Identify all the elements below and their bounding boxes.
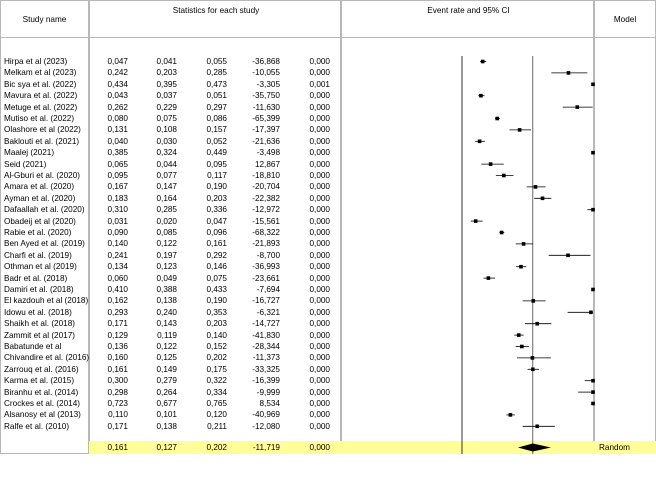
study-p-value: 0,000: [309, 228, 330, 237]
study-name[interactable]: Alsanosy et al (2013): [4, 410, 81, 420]
study-p-value: 0,000: [309, 285, 330, 294]
study-z-value: -6,321: [256, 307, 280, 317]
study-ll-value: 0,285: [156, 205, 177, 215]
study-p-value: 0,000: [309, 273, 330, 283]
point-estimate-marker: [518, 128, 522, 132]
study-ul-value: 0,202: [206, 353, 227, 363]
point-estimate-marker: [535, 322, 539, 326]
study-name[interactable]: Bic sya et al. (2022): [4, 79, 77, 89]
study-p-value: 0,000: [309, 136, 330, 146]
study-ul-value: 0,161: [206, 239, 227, 249]
study-er-value: 0,171: [107, 421, 128, 431]
study-ll-value: 0,149: [156, 364, 177, 374]
header-model-label: Model: [613, 14, 637, 24]
study-z-value: -28,344: [252, 342, 280, 351]
study-ul-value: 0,120: [206, 410, 227, 420]
point-estimate-marker: [531, 368, 535, 372]
study-ul-value: 0,449: [206, 148, 227, 158]
study-p-value: 0,000: [309, 376, 330, 386]
study-er-value: 0,095: [107, 171, 128, 180]
summary-er-value: 0,161: [107, 443, 128, 452]
study-ll-value: 0,037: [156, 91, 177, 101]
study-er-value: 0,161: [107, 364, 128, 374]
study-name[interactable]: Obadeij et al (2020): [4, 216, 76, 226]
study-ll-value: 0,049: [156, 273, 177, 283]
study-z-value: -3,305: [256, 79, 280, 89]
study-z-value: 8,534: [259, 399, 280, 408]
point-estimate-marker: [489, 162, 493, 166]
study-er-value: 0,090: [107, 228, 128, 237]
study-p-value: 0,000: [309, 114, 330, 123]
study-p-value: 0,000: [309, 307, 330, 317]
study-er-value: 0,262: [107, 102, 128, 112]
study-ul-value: 0,047: [206, 216, 227, 226]
study-p-value: 0,000: [309, 125, 330, 135]
study-p-value: 0,000: [309, 91, 330, 101]
study-z-value: -20,704: [252, 182, 280, 192]
study-z-value: -65,399: [252, 114, 280, 123]
study-er-value: 0,298: [107, 387, 128, 397]
study-p-value: 0,000: [309, 364, 330, 374]
study-z-value: -3,498: [256, 148, 280, 158]
study-z-value: -16,727: [252, 296, 280, 306]
study-ll-value: 0,324: [156, 148, 177, 158]
point-estimate-marker: [478, 140, 482, 144]
study-ll-value: 0,122: [156, 239, 177, 249]
study-name[interactable]: Metuge et al. (2022): [4, 102, 78, 112]
study-z-value: 12,867: [254, 159, 280, 169]
study-er-value: 0,131: [107, 125, 128, 135]
point-estimate-marker: [517, 333, 521, 337]
point-estimate-marker: [591, 402, 595, 406]
study-er-value: 0,140: [107, 239, 128, 249]
study-z-value: -33,325: [252, 364, 280, 374]
study-ul-value: 0,211: [207, 421, 227, 431]
study-er-value: 0,065: [107, 159, 128, 169]
header-study-name-label: Study name: [22, 14, 67, 24]
study-name[interactable]: Shaikh et al. (2018): [4, 319, 76, 329]
study-ul-value: 0,292: [206, 250, 227, 260]
study-name[interactable]: Crockes et al. (2014): [4, 399, 80, 408]
study-ll-value: 0,119: [157, 330, 177, 340]
point-estimate-marker: [500, 231, 504, 235]
summary-z-value: -11,719: [252, 443, 280, 452]
study-ll-value: 0,388: [156, 285, 177, 294]
study-ul-value: 0,095: [206, 159, 227, 169]
study-ll-value: 0,122: [156, 342, 177, 351]
study-ul-value: 0,334: [206, 387, 227, 397]
study-z-value: -21,636: [252, 136, 280, 146]
study-z-value: -41,830: [252, 330, 280, 340]
study-ll-value: 0,138: [156, 421, 177, 431]
point-estimate-marker: [509, 413, 513, 417]
study-ll-value: 0,138: [156, 296, 177, 306]
study-ul-value: 0,285: [206, 68, 227, 78]
study-ll-value: 0,044: [156, 159, 177, 169]
study-ul-value: 0,051: [206, 91, 227, 101]
study-p-value: 0,000: [309, 205, 330, 215]
study-er-value: 0,080: [107, 114, 128, 123]
study-ll-value: 0,077: [156, 171, 177, 180]
study-ul-value: 0,075: [206, 273, 227, 283]
point-estimate-marker: [519, 265, 523, 269]
study-er-value: 0,110: [108, 410, 128, 420]
study-ll-value: 0,041: [156, 57, 177, 66]
study-er-value: 0,183: [107, 193, 128, 203]
study-p-value: 0,000: [309, 148, 330, 158]
header-statistics-label: Statistics for each study: [172, 6, 260, 15]
study-ll-value: 0,229: [156, 102, 177, 112]
study-ul-value: 0,203: [206, 193, 227, 203]
study-er-value: 0,300: [107, 376, 128, 386]
study-name[interactable]: El kazdouh et al (2018): [4, 296, 89, 306]
study-ll-value: 0,264: [156, 387, 177, 397]
point-estimate-marker: [535, 425, 539, 429]
study-p-value: 0,000: [309, 250, 330, 260]
point-estimate-marker: [481, 60, 485, 64]
study-ll-value: 0,143: [156, 319, 177, 329]
point-estimate-marker: [591, 288, 595, 292]
study-er-value: 0,162: [107, 296, 128, 306]
study-ll-value: 0,085: [156, 228, 177, 237]
study-name[interactable]: Seid (2021): [4, 159, 47, 169]
study-p-value: 0,001: [309, 79, 330, 89]
study-name[interactable]: Olashore et al (2022): [4, 125, 81, 135]
point-estimate-marker: [531, 356, 535, 360]
study-name[interactable]: Othman et al (2019): [4, 262, 77, 272]
study-ul-value: 0,322: [206, 376, 227, 386]
study-ul-value: 0,433: [206, 285, 227, 294]
study-name[interactable]: Ralfe et al. (2010): [4, 421, 70, 431]
study-ul-value: 0,140: [206, 330, 227, 340]
point-estimate-marker: [487, 276, 491, 280]
study-er-value: 0,043: [107, 91, 128, 101]
point-estimate-marker: [531, 299, 535, 303]
study-z-value: -35,750: [252, 91, 280, 101]
study-name[interactable]: Zarrouq et al. (2016): [4, 364, 79, 374]
study-p-value: 0,000: [309, 410, 330, 420]
point-estimate-marker: [522, 242, 526, 246]
point-estimate-marker: [591, 390, 595, 394]
study-z-value: -40,969: [252, 410, 280, 420]
point-estimate-marker: [575, 105, 579, 109]
study-er-value: 0,434: [107, 79, 128, 89]
study-ul-value: 0,117: [207, 171, 227, 180]
study-er-value: 0,167: [107, 182, 128, 192]
point-estimate-marker: [520, 345, 524, 349]
study-z-value: -23,661: [252, 273, 280, 283]
study-z-value: -68,322: [252, 228, 280, 237]
study-ll-value: 0,125: [156, 353, 177, 363]
study-p-value: 0,000: [309, 171, 330, 180]
summary-model-label: Random: [599, 443, 630, 452]
point-estimate-marker: [591, 151, 595, 155]
study-p-value: 0,000: [309, 319, 330, 329]
study-z-value: -18,810: [252, 171, 280, 180]
study-ll-value: 0,020: [156, 216, 177, 226]
study-name[interactable]: Baklouti et al. (2021): [4, 136, 80, 146]
study-name[interactable]: Rabie et al. (2020): [4, 228, 72, 237]
study-name[interactable]: Hirpa et al (2023): [4, 57, 68, 66]
study-er-value: 0,385: [107, 148, 128, 158]
study-er-value: 0,242: [107, 68, 128, 78]
study-p-value: 0,000: [309, 216, 330, 226]
study-er-value: 0,040: [107, 136, 128, 146]
study-z-value: -12,080: [252, 421, 280, 431]
study-z-value: -10,055: [252, 68, 280, 78]
point-estimate-marker: [534, 185, 538, 189]
header-event-rate-ci-label: Event rate and 95% CI: [427, 6, 510, 15]
study-z-value: -21,893: [252, 239, 280, 249]
study-ll-value: 0,123: [156, 262, 177, 272]
summary-ul-value: 0,202: [206, 443, 227, 452]
study-z-value: -9,999: [256, 387, 280, 397]
point-estimate-marker: [495, 117, 499, 121]
study-p-value: 0,000: [309, 387, 330, 397]
study-z-value: -22,382: [252, 193, 280, 203]
study-p-value: 0,000: [309, 68, 330, 78]
study-er-value: 0,047: [107, 57, 128, 66]
study-p-value: 0,000: [309, 102, 330, 112]
point-estimate-marker: [541, 197, 545, 201]
study-name[interactable]: Mavura et al. (2022): [4, 91, 78, 101]
point-estimate-marker: [591, 83, 595, 87]
point-estimate-marker: [567, 71, 571, 75]
point-estimate-marker: [591, 379, 595, 383]
study-p-value: 0,000: [309, 296, 330, 306]
study-name[interactable]: Charfi et al. (2019): [4, 250, 72, 260]
study-ul-value: 0,152: [206, 342, 227, 351]
study-ll-value: 0,101: [156, 410, 177, 420]
point-estimate-marker: [474, 219, 478, 223]
point-estimate-marker: [591, 208, 595, 212]
study-p-value: 0,000: [309, 262, 330, 272]
summary-ll-value: 0,127: [156, 443, 177, 452]
study-ul-value: 0,473: [206, 79, 227, 89]
study-ll-value: 0,203: [156, 68, 177, 78]
study-er-value: 0,310: [107, 205, 128, 215]
study-ul-value: 0,190: [206, 182, 227, 192]
study-er-value: 0,293: [107, 307, 128, 317]
study-ul-value: 0,297: [206, 102, 227, 112]
study-name[interactable]: Melkam et al (2023): [4, 68, 77, 78]
study-ul-value: 0,336: [206, 205, 227, 215]
point-estimate-marker: [502, 174, 506, 178]
study-er-value: 0,129: [107, 330, 128, 340]
study-p-value: 0,000: [309, 330, 330, 340]
study-p-value: 0,000: [309, 239, 330, 249]
study-ll-value: 0,108: [156, 125, 177, 135]
study-p-value: 0,000: [309, 342, 330, 351]
study-er-value: 0,410: [107, 285, 128, 294]
study-name[interactable]: Al-Gburi et al. (2020): [4, 171, 80, 180]
study-z-value: -7,694: [256, 285, 280, 294]
study-name[interactable]: Biranhu et al. (2014): [4, 387, 79, 397]
study-er-value: 0,134: [107, 262, 128, 272]
study-z-value: -16,399: [252, 376, 280, 386]
study-ul-value: 0,175: [206, 364, 227, 374]
study-z-value: -36,993: [252, 262, 280, 272]
study-p-value: 0,000: [309, 353, 330, 363]
study-ll-value: 0,240: [156, 307, 177, 317]
study-z-value: -11,630: [252, 102, 280, 112]
study-ul-value: 0,096: [206, 228, 227, 237]
study-ll-value: 0,030: [156, 136, 177, 146]
study-er-value: 0,160: [107, 353, 128, 363]
study-z-value: -14,727: [252, 319, 280, 329]
study-name[interactable]: Maalej (2021): [4, 148, 55, 158]
study-er-value: 0,031: [107, 216, 128, 226]
study-p-value: 0,000: [309, 57, 330, 66]
study-z-value: -11,373: [252, 353, 280, 363]
study-name[interactable]: Idowu et al. (2018): [4, 307, 72, 317]
study-ul-value: 0,353: [206, 307, 227, 317]
study-ul-value: 0,052: [206, 136, 227, 146]
study-ul-value: 0,190: [206, 296, 227, 306]
study-p-value: 0,000: [309, 182, 330, 192]
study-z-value: -8,700: [256, 250, 280, 260]
study-ul-value: 0,086: [206, 114, 227, 123]
study-z-value: -36,868: [252, 57, 280, 66]
study-z-value: -12,972: [252, 205, 280, 215]
study-name[interactable]: Dafaallah et al. (2020): [4, 205, 85, 215]
point-estimate-marker: [566, 254, 570, 258]
study-ul-value: 0,157: [206, 125, 227, 135]
study-p-value: 0,000: [309, 421, 330, 431]
study-ll-value: 0,677: [156, 399, 177, 408]
study-name[interactable]: Amara et al. (2020): [4, 182, 75, 192]
study-er-value: 0,241: [107, 250, 128, 260]
study-ll-value: 0,197: [156, 250, 177, 260]
study-ul-value: 0,055: [206, 57, 227, 66]
study-name[interactable]: Karma et al. (2015): [4, 376, 75, 386]
study-name[interactable]: Chivandire et al. (2016): [4, 353, 90, 363]
study-ul-value: 0,765: [206, 399, 227, 408]
study-ll-value: 0,147: [156, 182, 177, 192]
summary-p-value: 0,000: [309, 443, 330, 452]
study-name[interactable]: Babatunde et al: [4, 342, 62, 351]
point-estimate-marker: [589, 311, 593, 315]
study-ll-value: 0,164: [156, 193, 177, 203]
study-name[interactable]: Badr et al. (2018): [4, 273, 68, 283]
study-name[interactable]: Ben Ayed et al. (2019): [4, 239, 85, 249]
study-name[interactable]: Mutiso et al. (2022): [4, 114, 75, 123]
study-er-value: 0,723: [107, 399, 128, 408]
study-name[interactable]: Damiri et al. (2018): [4, 285, 74, 294]
study-name[interactable]: Zammit et al (2017): [4, 330, 75, 340]
study-p-value: 0,000: [309, 399, 330, 408]
summary-diamond: [518, 444, 551, 452]
study-er-value: 0,171: [107, 319, 128, 329]
study-ul-value: 0,146: [206, 262, 227, 272]
study-er-value: 0,060: [107, 273, 128, 283]
study-ll-value: 0,075: [156, 114, 177, 123]
study-z-value: -17,397: [252, 125, 280, 135]
point-estimate-marker: [479, 94, 483, 98]
study-er-value: 0,136: [107, 342, 128, 351]
study-p-value: 0,000: [309, 193, 330, 203]
study-ll-value: 0,395: [156, 79, 177, 89]
study-p-value: 0,000: [309, 159, 330, 169]
study-ul-value: 0,203: [206, 319, 227, 329]
study-name[interactable]: Ayman et al. (2020): [4, 193, 76, 203]
study-ll-value: 0,279: [156, 376, 177, 386]
study-z-value: -15,561: [252, 216, 280, 226]
